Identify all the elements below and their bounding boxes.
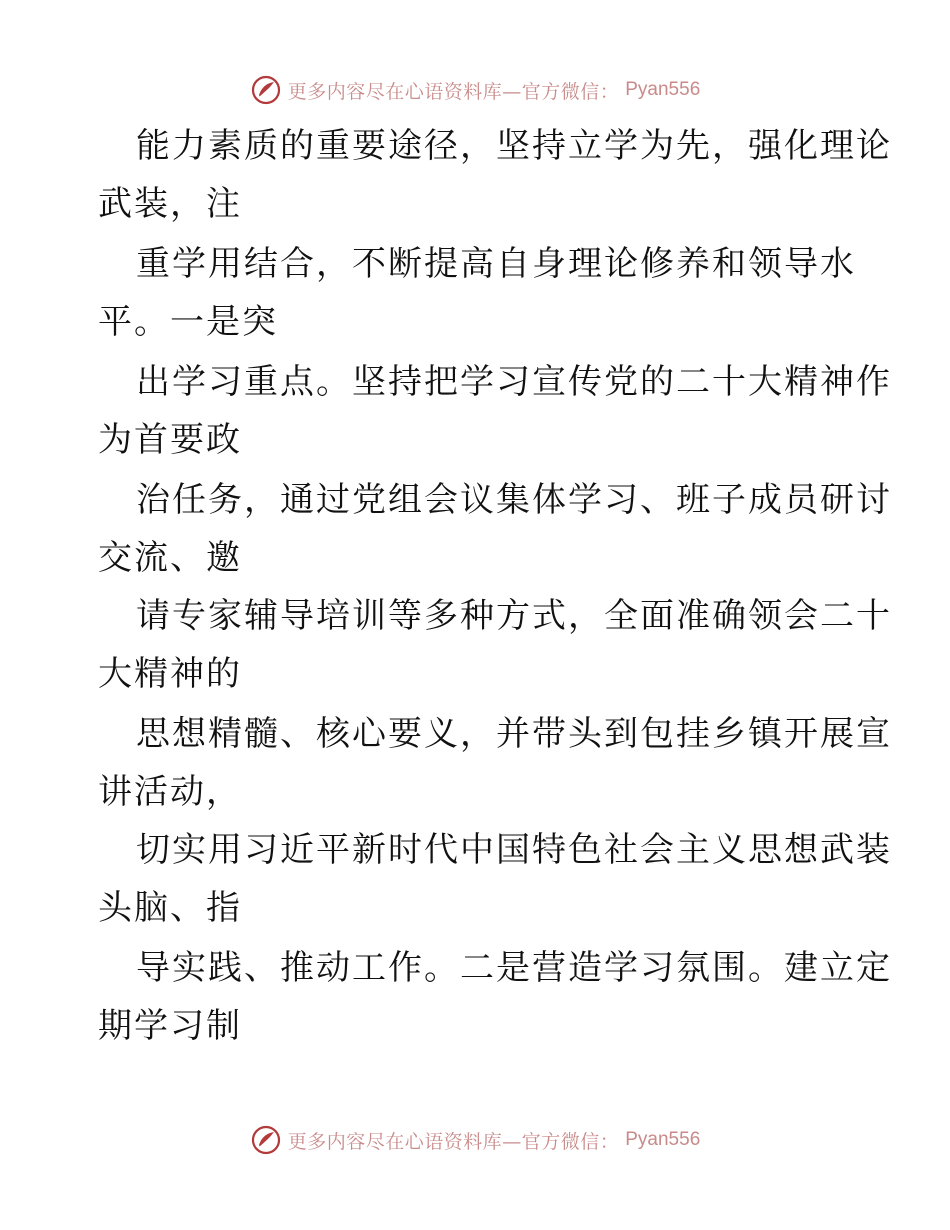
brand-logo-icon <box>250 74 282 106</box>
paragraph-line: 讲活动， <box>98 772 242 812</box>
footer-watermark <box>0 1120 950 1160</box>
paragraph-line: 切实用习近平新时代中国特色社会主义思想武装 <box>136 830 892 870</box>
watermark-text: 更多内容尽在心语资料库—官方微信： <box>287 1130 620 1153</box>
paragraph-line: 重学用结合，不断提高自身理论修养和领导水 <box>136 244 856 284</box>
paragraph-line: 出学习重点。坚持把学习宣传党的二十大精神作 <box>136 362 892 402</box>
paragraph-line: 思想精髓、核心要义，并带头到包挂乡镇开展宣 <box>136 714 892 754</box>
paragraph-line: 头脑、指 <box>98 888 242 928</box>
paragraph-line: 大精神的 <box>98 654 242 694</box>
brand-logo-icon <box>250 1124 282 1156</box>
watermark-handle: Pyan556 <box>625 1129 701 1150</box>
paragraph-line: 武装，注 <box>98 184 242 224</box>
paragraph-line: 平。一是突 <box>98 302 278 342</box>
paragraph-line: 期学习制 <box>98 1006 242 1046</box>
paragraph-line: 请专家辅导培训等多种方式，全面准确领会二十 <box>136 596 892 636</box>
paragraph-line: 为首要政 <box>98 420 242 460</box>
paragraph-line: 能力素质的重要途径，坚持立学为先，强化理论 <box>136 126 892 166</box>
header-watermark <box>0 70 950 110</box>
paragraph-line: 导实践、推动工作。二是营造学习氛围。建立定 <box>136 948 892 988</box>
watermark-handle: Pyan556 <box>625 79 701 100</box>
paragraph-line: 治任务，通过党组会议集体学习、班子成员研讨 <box>136 480 892 520</box>
watermark-text: 更多内容尽在心语资料库—官方微信： <box>287 80 620 103</box>
paragraph-line: 交流、邀 <box>98 538 242 578</box>
